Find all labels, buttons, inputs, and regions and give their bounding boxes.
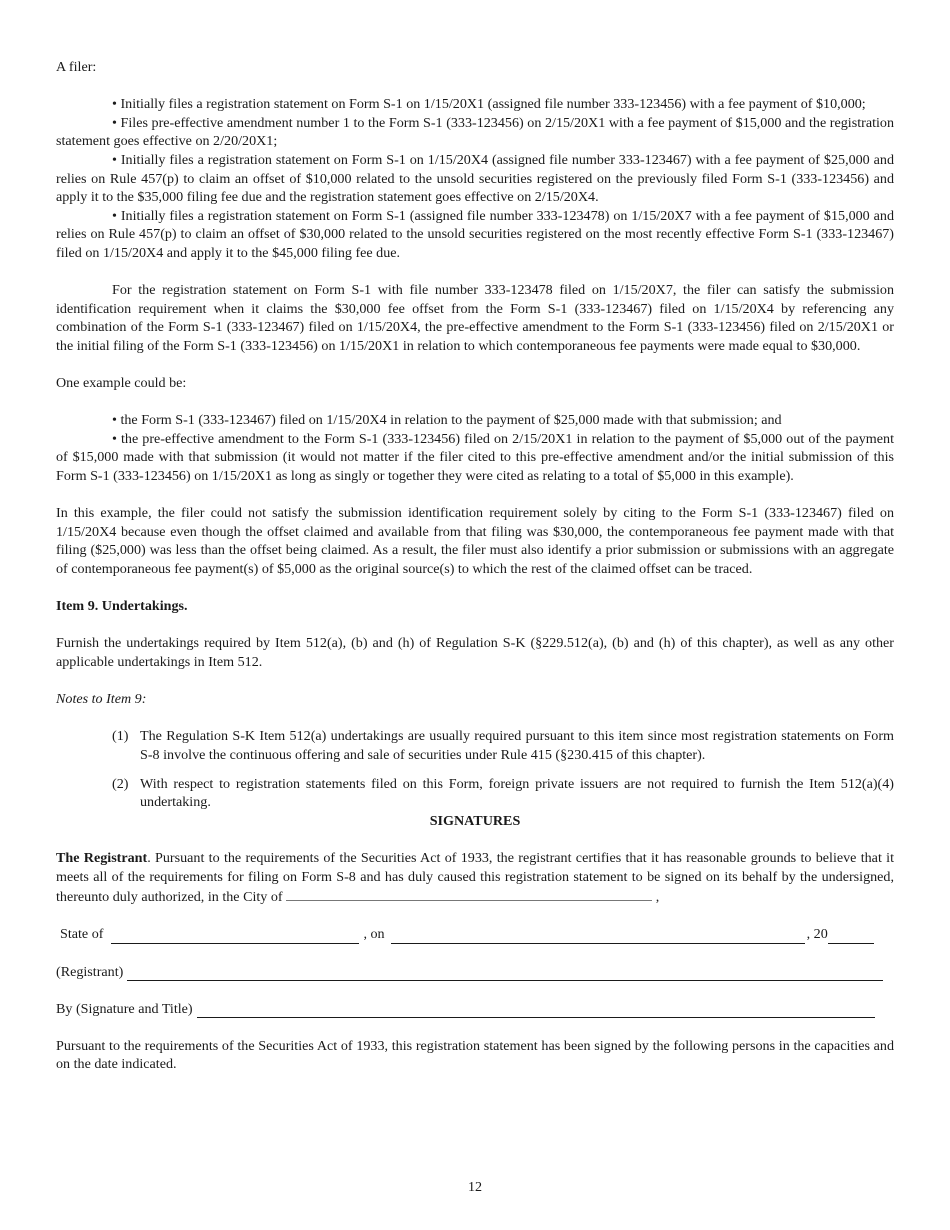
signature-row bbox=[56, 1000, 894, 1019]
city-trail: , bbox=[655, 889, 660, 906]
notes-heading: Notes to Item 9: bbox=[56, 691, 147, 708]
signature-label: By (Signature and Title) bbox=[56, 1000, 193, 1017]
registrant-blank[interactable] bbox=[127, 966, 883, 981]
item9-heading: Item 9. Undertakings. bbox=[56, 598, 188, 615]
state-blank[interactable] bbox=[111, 929, 359, 944]
date-blank[interactable] bbox=[391, 929, 805, 944]
example-paragraph: In this example, the filer could not satisfy the submission identification requirement solely by citing to the Form S-1 (333-123467) filed on 1/15/20X4 because even though the offset claimed and available from that filing was $30,000, the contemporaneous fee payment made with that filing ($25,000) was less than the offset being claimed. As a result, the filer must also identify a prior submission or submissions with an aggregate of contemporaneous fee payment(s) of $5,000 as the original source(s) to which the rest of the claimed offset can be traced. bbox=[56, 505, 894, 578]
on-label: , on bbox=[363, 926, 385, 943]
note-text: The Regulation S-K Item 512(a) undertakings are usually required pursuant to this item since most registration statements on Form S-8 involve the continuous offering and sale of securities under Rule 415 (§230.415 of this chapter). bbox=[140, 728, 894, 763]
state-date-row bbox=[56, 925, 894, 944]
registrant-text: . Pursuant to the requirements of the Securities Act of 1933, the registrant certifies that it has reasonable grounds to believe that it meets all of the requirements for filing on Form S-8 and has duly caused this registration statement to be signed on its behalf by the undersigned, thereunto duly authorized, in the City of bbox=[56, 849, 894, 906]
registrant-bold-label: The Registrant bbox=[56, 849, 148, 866]
bullet-item: • Initially files a registration statement on Form S-1 (assigned file number 333-123478) on 1/15/20X7 with a fee payment of $15,000 and relies on Rule 457(p) to claim an offset of $30,000 related to the unsold securities registered on the most recently effective Form S-1 (333-123467) filed on 1/15/20X4 and apply it to the $45,000 filing fee due. bbox=[56, 207, 894, 261]
note-number: (2) bbox=[112, 775, 129, 792]
year-blank[interactable] bbox=[828, 929, 874, 944]
bullet-item: • Files pre-effective amendment number 1 to the Form S-1 (333-123456) on 2/15/20X1 with a fee payment of $15,000 and the registration statement goes effective on 2/20/20X1; bbox=[56, 114, 894, 150]
filer-bullet-list bbox=[56, 95, 894, 262]
bullet-item: • the Form S-1 (333-123467) filed on 1/15/20X4 in relation to the payment of $25,000 made with that submission; and bbox=[112, 412, 782, 429]
year-label: , 20 bbox=[806, 926, 828, 943]
intro-text: A filer: bbox=[56, 59, 97, 75]
example-bullet-list bbox=[56, 411, 894, 485]
document-page bbox=[56, 58, 894, 1074]
notes-list bbox=[56, 727, 894, 811]
note-item bbox=[56, 775, 894, 812]
state-label: State of bbox=[60, 926, 104, 943]
registrant-paragraph bbox=[56, 849, 894, 907]
note-number: (1) bbox=[112, 728, 129, 745]
signatures-heading: SIGNATURES bbox=[429, 812, 521, 829]
bullet-item: • Initially files a registration statement on Form S-1 on 1/15/20X1 (assigned file number 333-123456) with a fee payment of $10,000; bbox=[112, 96, 866, 113]
note-text: With respect to registration statements filed on this Form, foreign private issuers are not required to furnish the Item 512(a)(4) undertaking. bbox=[140, 775, 894, 811]
signature-blank[interactable] bbox=[197, 1003, 875, 1018]
registrant-row bbox=[56, 963, 894, 982]
bullet-item: • the pre-effective amendment to the Form S-1 (333-123456) filed on 2/15/20X1 in relation to the payment of $5,000 out of the payment of $15,000 made with that submission (it would not matter if the filer cited to this pre-effective amendment and/or the initial submission of this Form S-1 (333-123456) on 1/15/20X1 as long as singly or together they were cited as relating to a total of $5,000 in this example). bbox=[56, 430, 894, 485]
item9-body: Furnish the undertakings required by Item 512(a), (b) and (h) of Regulation S-K (§229.512(a), (b) and (h) of this chapter), as well as any other applicable undertakings in Item 512. bbox=[56, 635, 894, 670]
note-item bbox=[56, 727, 894, 764]
example-intro: One example could be: bbox=[56, 375, 187, 392]
city-blank[interactable] bbox=[286, 886, 652, 901]
page-number: 12 bbox=[467, 1179, 483, 1195]
explanation-paragraph: For the registration statement on Form S-1 with file number 333-123478 filed on 1/15/20X7, the filer can satisfy the submission identification requirement when it claims the $30,000 fee offset from the Form S-1 (333-123467) filed on 1/15/20X4 by referencing any combination of the Form S-1 (333-123467) filed on 1/15/20X4, the pre-effective amendment to the Form S-1 (333-123456) filed on 2/15/20X1 or the initial filing of the Form S-1 (333-123456) on 1/15/20X1 in relation to which contemporaneous fee payments were made equal to $30,000. bbox=[56, 282, 894, 354]
registrant-label: (Registrant) bbox=[56, 963, 124, 980]
bullet-item: • Initially files a registration statement on Form S-1 on 1/15/20X4 (assigned file number 333-123467) with a fee payment of $25,000 and relies on Rule 457(p) to claim an offset of $10,000 related to the unsold securities registered on the previously filed Form S-1 (333-123456) and apply it to the $35,000 filing fee due and the registration statement goes effective on 2/15/20X4. bbox=[56, 151, 894, 206]
closing-paragraph: Pursuant to the requirements of the Securities Act of 1933, this registration statement has been signed by the following persons in the capacities and on the date indicated. bbox=[56, 1037, 894, 1073]
